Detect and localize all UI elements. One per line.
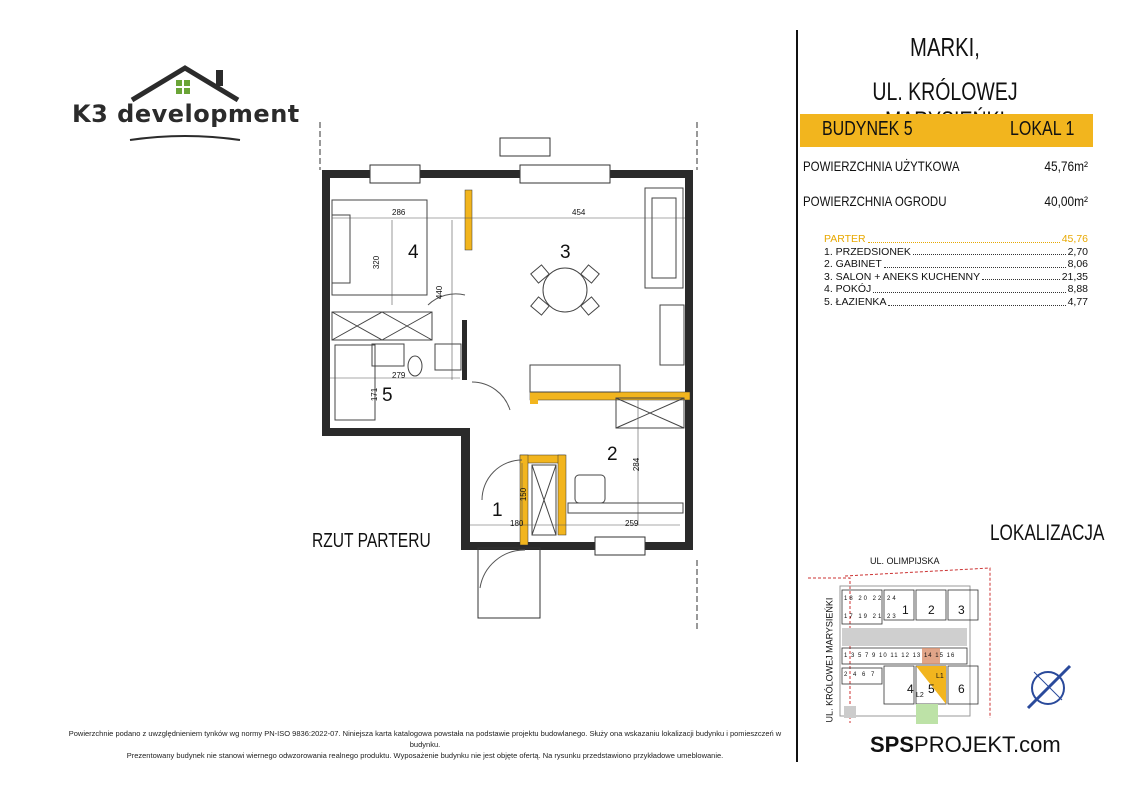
brand-bold: SPS [870, 732, 915, 757]
dim-label: 454 [572, 208, 586, 217]
list-item: 3. SALON + ANEKS KUCHENNY 21,35 [824, 270, 1088, 283]
parking-row: 1 3 5 7 9 10 11 12 13 14 15 16 [844, 653, 956, 659]
disclaimer [60, 728, 790, 761]
dim-label: 259 [625, 519, 639, 528]
street-title: UL. KRÓLOWEJ [872, 78, 1018, 106]
dim-label: 150 [519, 487, 529, 502]
room-4-number: 4 [408, 242, 419, 263]
plan-caption: RZUT PARTERU [312, 530, 431, 552]
logo-text: K3 development [72, 100, 300, 128]
room-5-number: 5 [382, 385, 393, 406]
disclaimer-line: Prezentowany budynek nie stanowi wiernego odwzorowania realnego produktu. Wyposażenie budynku nie jest objęte ofertą. Na rysunku przedstawiono przykładowe umeblowanie. [126, 751, 724, 760]
parking-row: 17 19 21 23 [844, 614, 898, 620]
building-6: 6 [958, 682, 965, 696]
dim-label: 180 [510, 519, 524, 528]
disclaimer-line: Powierzchnie podano z uwzględnieniem tynków wg normy PN-ISO 9836:2022-07. Niniejsza karta katalogowa powstała na podstawie projektu budowlanego. Służy ona wskazaniu lokalizacji budynku i pomieszczeń w budynku. [68, 729, 782, 749]
unit-tag-l2: L2 [916, 692, 924, 699]
building-1: 1 [902, 603, 909, 617]
city-title: MARKI, [910, 32, 980, 62]
room-1-number: 1 [492, 500, 503, 521]
dim-label: 171 [370, 387, 380, 402]
location-map [800, 548, 1095, 728]
list-item: 4. POKÓJ 8,88 [824, 283, 1088, 296]
room-2-number: 2 [607, 444, 618, 465]
floor-plan [300, 120, 720, 640]
parking-row: 2 4 6 7 [844, 672, 877, 678]
building-5: 5 [928, 682, 935, 696]
location-title: LOKALIZACJA [990, 520, 1105, 545]
dim-label: 279 [392, 371, 406, 380]
list-item: 5. ŁAZIENKA 4,77 [824, 295, 1088, 308]
street-left-label: UL. KRÓLOWEJ MARYSIEŃKI [824, 597, 835, 723]
unit-tag-l1: L1 [936, 673, 944, 680]
dim-label: 286 [392, 208, 406, 217]
garden-area-label: POWIERZCHNIA OGRODU [803, 193, 947, 209]
list-item: 2. GABINET 8,06 [824, 258, 1088, 271]
dim-label: 440 [435, 285, 445, 300]
usable-area-label: POWIERZCHNIA UŻYTKOWA [803, 158, 960, 174]
dim-label: 284 [632, 457, 642, 472]
building-3: 3 [958, 603, 965, 617]
room-list [824, 233, 1088, 309]
parking-row: 18 20 22 24 [844, 596, 898, 602]
room-3-number: 3 [560, 242, 571, 263]
panel-divider [796, 30, 798, 762]
garden-area-value: 40,00m² [1044, 193, 1088, 209]
brand-rest: PROJEKT.com [914, 732, 1061, 757]
list-item: 1. PRZEDSIONEK 2,70 [824, 245, 1088, 258]
usable-area-value: 45,76m² [1044, 158, 1088, 174]
building-2: 2 [928, 603, 935, 617]
unit-label: LOKAL 1 [1010, 118, 1075, 140]
street-top-label: UL. OLIMPIJSKA [870, 556, 940, 566]
building-4: 4 [907, 682, 914, 696]
brand-logo [870, 732, 1061, 758]
dim-label: 320 [372, 255, 382, 270]
building-label: BUDYNEK 5 [822, 118, 913, 140]
list-item: PARTER 45,76 [824, 233, 1088, 245]
